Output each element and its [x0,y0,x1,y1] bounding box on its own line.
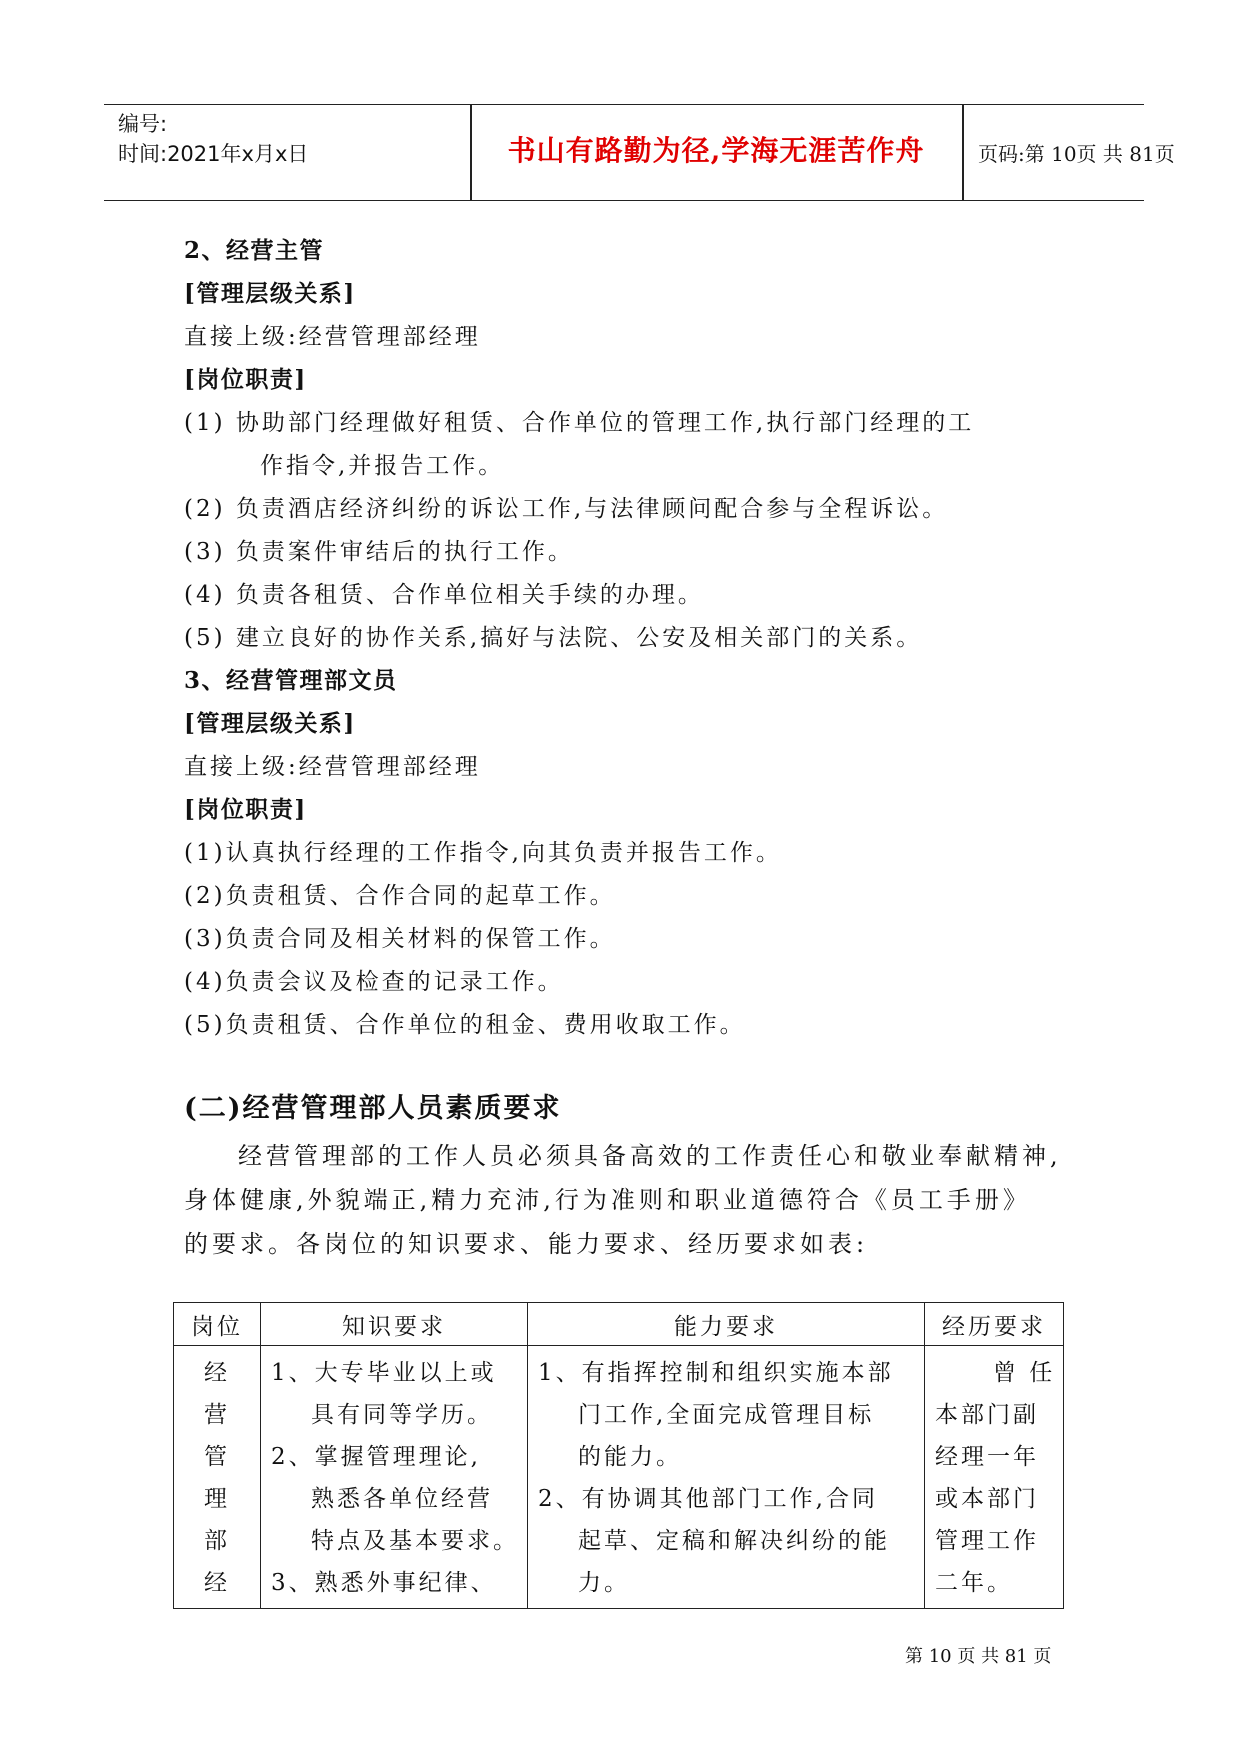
ability-line: 起草、定稿和解决纠纷的能 [578,1528,890,1554]
ability-line: 力。 [578,1570,630,1596]
duties-heading: [岗位职责] [184,796,307,823]
table-row [174,1346,1064,1609]
table-header-row [174,1303,1064,1346]
duty-item: (1) 协助部门经理做好租赁、合作单位的管理工作,执行部门经理的工 [184,410,975,436]
ability-line: 2、有协调其他部门工作,合同 [538,1486,878,1512]
position-cell [174,1346,261,1609]
experience-line: 本部门副 [935,1402,1039,1428]
duty-item: (5)负责租赁、合作单位的租金、费用收取工作。 [184,1012,746,1038]
superior-text: 直接上级:经营管理部经理 [184,324,481,350]
requirements-table [173,1302,1064,1609]
ability-cell [528,1346,925,1609]
section-title-business-supervisor: 2、经营主管 [184,237,325,264]
hierarchy-heading: [管理层级关系] [184,710,356,737]
duty-item: (4) 负责各租赁、合作单位相关手续的办理。 [184,582,704,608]
ability-line: 门工作,全面完成管理目标 [578,1402,875,1428]
quality-section-heading: (二)经营管理部人员素质要求 [184,1093,562,1124]
position-char: 经 [204,1360,230,1386]
duty-item: (3) 负责案件审结后的执行工作。 [184,539,574,565]
superior-text: 直接上级:经营管理部经理 [184,754,481,780]
position-char: 部 [204,1528,230,1554]
knowledge-line: 具有同等学历。 [311,1402,493,1428]
knowledge-line: 熟悉各单位经营 [311,1486,493,1512]
knowledge-cell [261,1346,528,1609]
position-char: 营 [204,1402,230,1428]
experience-cell [925,1346,1064,1609]
experience-line: 二年。 [935,1570,1013,1596]
document-number-label: 编号: [118,112,168,136]
duty-item: (3)负责合同及相关材料的保管工作。 [184,926,616,952]
knowledge-line: 2、掌握管理理论, [271,1444,481,1470]
position-char: 管 [204,1444,230,1470]
knowledge-line: 特点及基本要求。 [311,1528,519,1554]
position-char: 理 [204,1486,230,1512]
knowledge-line: 1、大专毕业以上或 [271,1360,497,1386]
knowledge-line: 3、熟悉外事纪律、 [271,1570,497,1596]
duty-item: (5) 建立良好的协作关系,搞好与法院、公安及相关部门的关系。 [184,625,923,651]
duty-item: (4)负责会议及检查的记录工作。 [184,969,564,995]
page-header [104,104,1175,201]
ability-line: 的能力。 [578,1444,682,1470]
header-experience: 经历要求 [925,1303,1064,1346]
page-footer: 第 10 页 共 81 页 [905,1646,1052,1667]
header-page-info: 页码:第 10页 共 81页 [978,142,1175,166]
duties-heading: [岗位职责] [184,366,307,393]
header-position: 岗位 [174,1303,261,1346]
experience-line: 经理一年 [935,1444,1039,1470]
experience-line: 或本部门 [935,1486,1039,1512]
section-title-clerk: 3、经营管理部文员 [184,667,398,694]
header-divider-left [470,105,472,200]
header-ability: 能力要求 [528,1303,925,1346]
duty-item: (2) 负责酒店经济纠纷的诉讼工作,与法律顾问配合参与全程诉讼。 [184,496,949,522]
header-meta [118,109,468,195]
hierarchy-heading: [管理层级关系] [184,280,356,307]
header-divider-right [962,105,964,200]
duty-item: (2)负责租赁、合作合同的起草工作。 [184,883,616,909]
document-time-label: 时间:2021年x月x日 [118,142,309,166]
header-knowledge: 知识要求 [261,1303,528,1346]
quality-paragraph-line: 经营管理部的工作人员必须具备高效的工作责任心和敬业奉献精神, [238,1142,1062,1170]
duty-item: (1)认真执行经理的工作指令,向其负责并报告工作。 [184,840,782,866]
position-char: 经 [204,1570,230,1596]
duty-item-continuation: 作指令,并报告工作。 [260,453,505,479]
quality-paragraph-line: 的要求。各岗位的知识要求、能力要求、经历要求如表: [184,1230,869,1258]
experience-line: 曾 任 [993,1360,1056,1386]
experience-line: 管理工作 [935,1528,1039,1554]
quality-paragraph-line: 身体健康,外貌端正,精力充沛,行为准则和职业道德符合《员工手册》 [184,1186,1031,1214]
ability-line: 1、有指挥控制和组织实施本部 [538,1360,894,1386]
header-motto: 书山有路勤为径,学海无涯苦作舟 [507,134,925,167]
